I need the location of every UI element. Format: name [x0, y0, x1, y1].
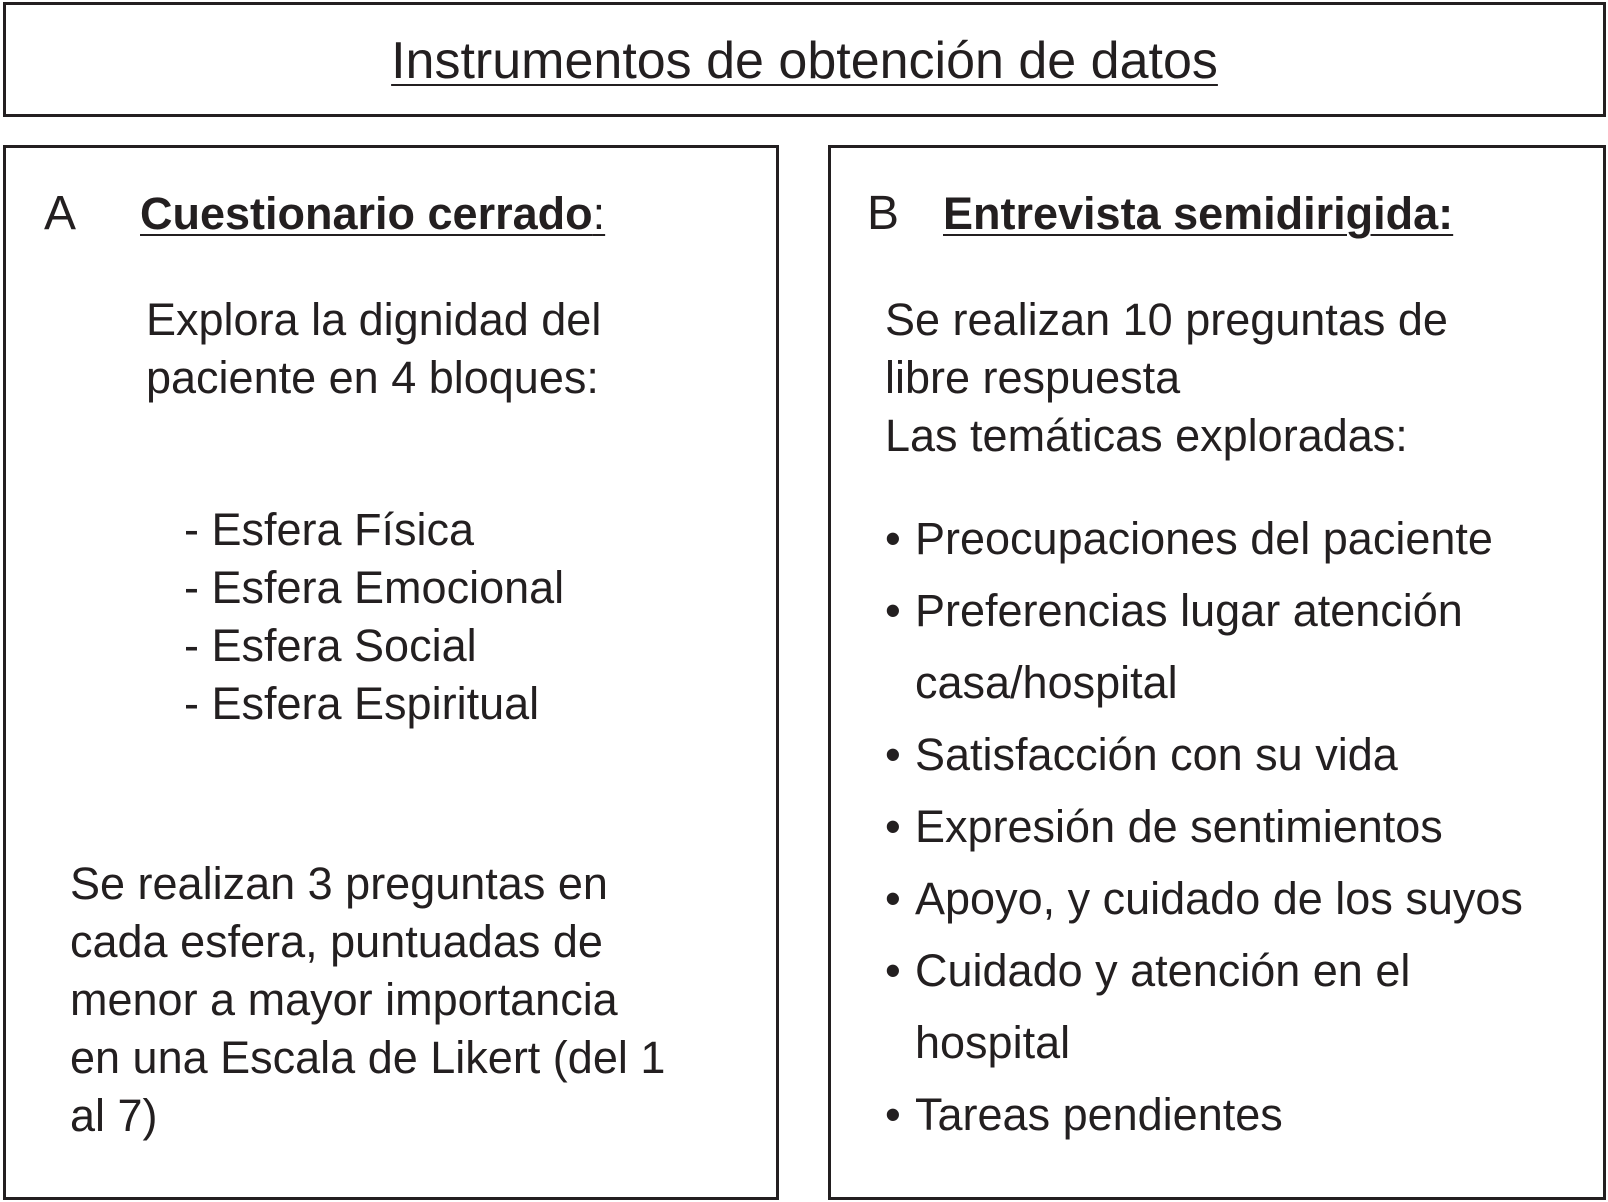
topic-text: Expresión de sentimientos [915, 801, 1443, 852]
sphere-item: - Esfera Física [184, 504, 475, 555]
topic-text: Preferencias lugar atención [915, 585, 1463, 636]
topic-item [885, 863, 1523, 935]
diagram-title: Instrumentos de obtención de datos [391, 32, 1218, 90]
bullet-icon: • [885, 729, 901, 780]
panel-b-intro-line: Se realizan 10 preguntas de [885, 294, 1448, 345]
panel-a-note-line: en una Escala de Likert (del 1 [70, 1032, 666, 1083]
panel-a-heading-text: Cuestionario cerrado [140, 188, 593, 239]
bullet-icon: • [885, 1089, 901, 1140]
title-box [3, 2, 1606, 117]
panel-b-heading: Entrevista semidirigida: [943, 188, 1454, 239]
panel-a-sphere-list [184, 501, 564, 733]
topic-text: Apoyo, y cuidado de los suyos [915, 873, 1523, 924]
panel-a-note-line: al 7) [70, 1090, 158, 1141]
bullet-icon: • [885, 873, 901, 924]
panel-b-letter: B [867, 187, 900, 240]
topic-text-continued: casa/hospital [915, 657, 1178, 708]
panel-a-heading-colon: : [592, 188, 606, 239]
panel-a-scoring-note [70, 855, 665, 1145]
topic-item [885, 719, 1523, 791]
panel-a-note-line: Se realizan 3 preguntas en [70, 858, 608, 909]
panel-b-intro-line: libre respuesta [885, 352, 1181, 403]
panel-b-intro-line: Las temáticas exploradas: [885, 410, 1408, 461]
panel-a-closed-questionnaire [3, 145, 779, 1200]
panel-a-intro-line: Explora la dignidad del [146, 294, 602, 345]
panel-a-letter: A [44, 187, 77, 240]
bullet-icon: • [885, 801, 901, 852]
panel-a-intro [146, 291, 601, 407]
topic-item [885, 1079, 1523, 1151]
panel-a-note-line: cada esfera, puntuadas de [70, 916, 603, 967]
topic-list [885, 503, 1523, 1151]
panel-a-note-line: menor a mayor importancia [70, 974, 618, 1025]
topic-text: Satisfacción con su vida [915, 729, 1398, 780]
sphere-item: - Esfera Emocional [184, 562, 565, 613]
topic-text-continued: hospital [915, 1017, 1071, 1068]
bullet-icon: • [885, 513, 901, 564]
panel-b-semi-structured-interview [828, 145, 1606, 1200]
sphere-item: - Esfera Espiritual [184, 678, 540, 729]
topic-text: Tareas pendientes [915, 1089, 1283, 1140]
bullet-icon: • [885, 945, 901, 996]
topic-item [885, 791, 1523, 863]
topic-text: Preocupaciones del paciente [915, 513, 1493, 564]
panel-b-intro [885, 291, 1448, 465]
panel-a-heading [140, 188, 605, 240]
panel-a-intro-line: paciente en 4 bloques: [146, 352, 599, 403]
topic-item [885, 575, 1523, 719]
topic-item [885, 935, 1523, 1079]
sphere-item: - Esfera Social [184, 620, 477, 671]
bullet-icon: • [885, 585, 901, 636]
topic-text: Cuidado y atención en el [915, 945, 1411, 996]
topic-item [885, 503, 1523, 575]
